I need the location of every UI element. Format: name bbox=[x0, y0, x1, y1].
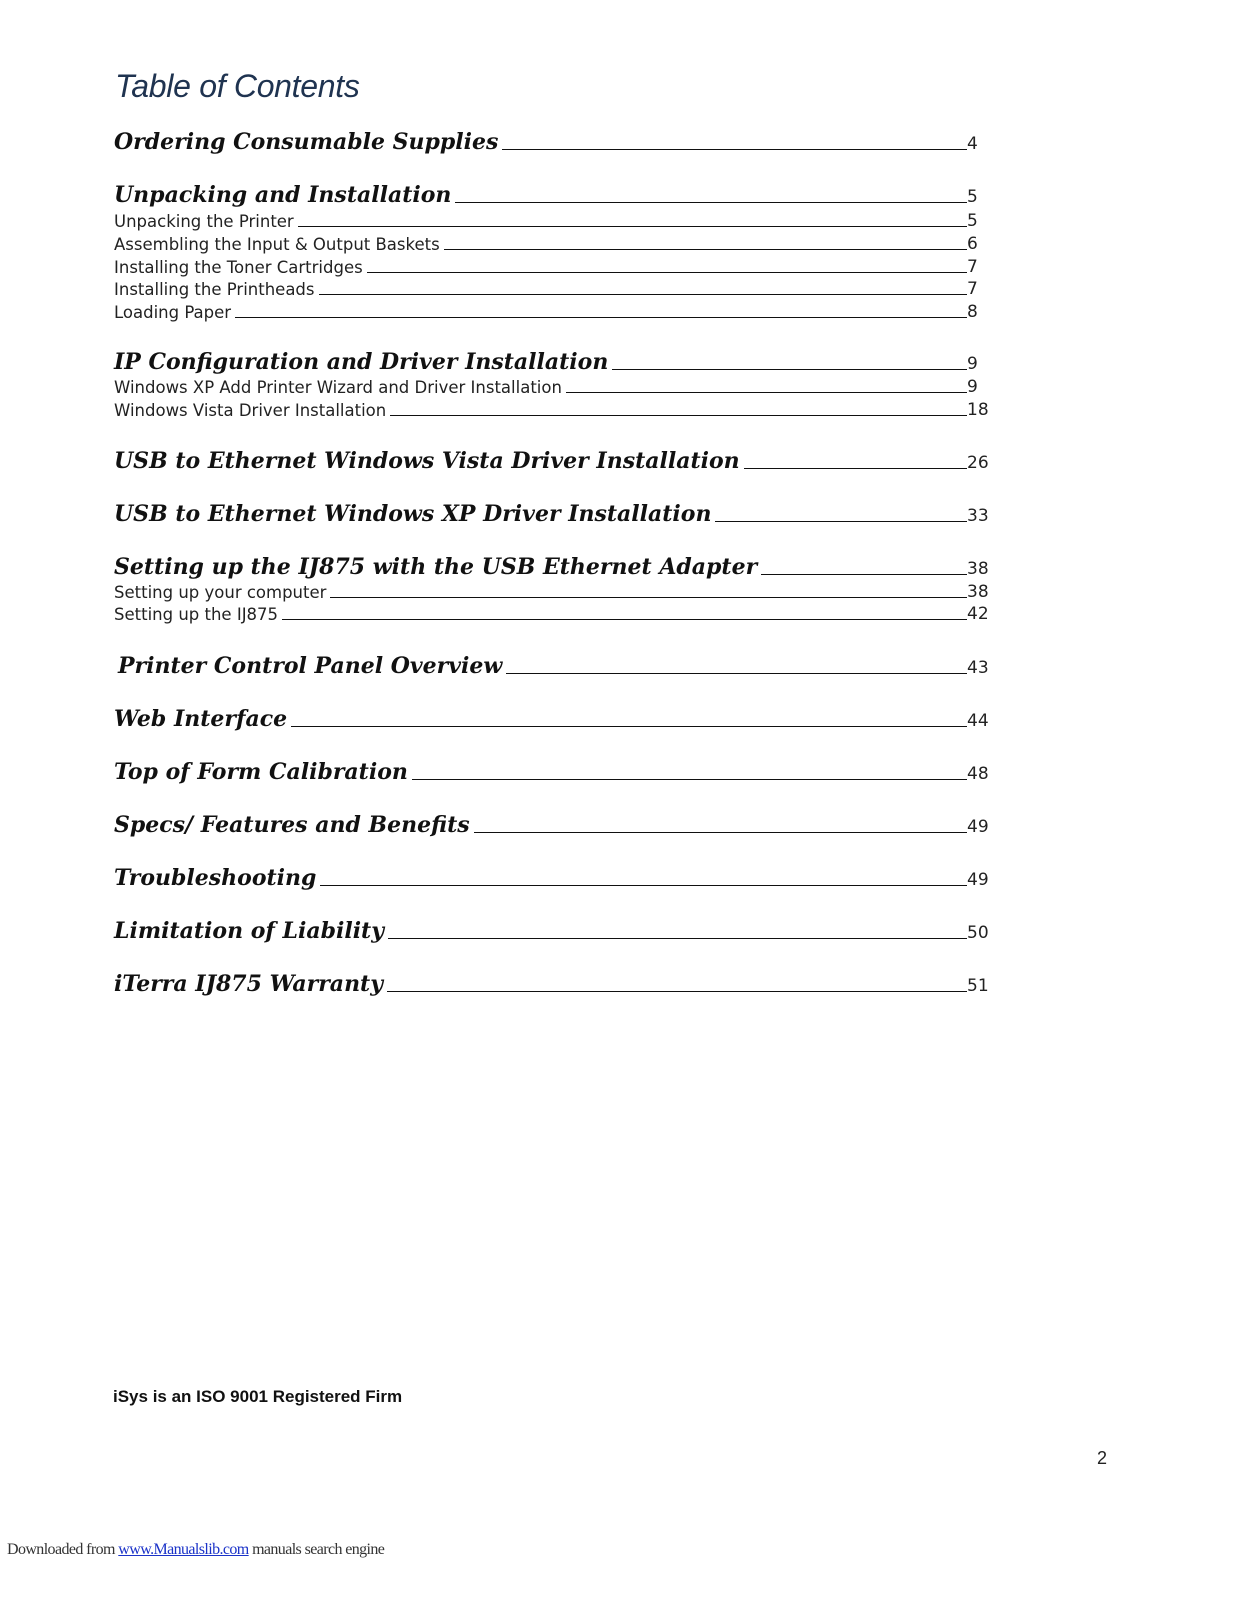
toc-subentry[interactable] bbox=[114, 304, 991, 321]
toc-subentry[interactable] bbox=[114, 259, 991, 276]
toc-subentry-page: 5 bbox=[967, 211, 978, 231]
dot-leader bbox=[474, 832, 967, 833]
dot-leader bbox=[282, 619, 967, 620]
toc-entry[interactable] bbox=[114, 708, 991, 730]
toc-entry-page: 9 bbox=[967, 354, 978, 374]
dot-leader bbox=[612, 369, 967, 370]
toc-entry-label: Specs/ Features and Benefits bbox=[114, 812, 470, 838]
toc-subentry-label: Installing the Toner Cartridges bbox=[114, 257, 363, 277]
toc-entry[interactable] bbox=[114, 867, 991, 889]
toc-entry[interactable] bbox=[114, 503, 991, 525]
toc-entry-label: IP Configuration and Driver Installation bbox=[114, 349, 609, 375]
toc-entry-label: Printer Control Panel Overview bbox=[118, 653, 503, 679]
footer-suffix: manuals search engine bbox=[252, 1541, 385, 1558]
dot-leader bbox=[320, 885, 967, 886]
toc-subentry[interactable] bbox=[114, 213, 991, 230]
toc-subentry[interactable] bbox=[114, 379, 991, 396]
toc-subentry-page: 7 bbox=[967, 279, 978, 299]
dot-leader bbox=[319, 294, 968, 295]
toc-entry[interactable] bbox=[114, 131, 991, 153]
toc-subentry-label: Unpacking the Printer bbox=[114, 211, 294, 231]
toc-subentry-label: Setting up the IJ875 bbox=[114, 604, 279, 624]
toc-subentry[interactable] bbox=[114, 281, 991, 298]
table-of-contents bbox=[114, 0, 991, 1040]
toc-entry-label: Web Interface bbox=[114, 706, 288, 732]
toc-entry-label: Troubleshooting bbox=[114, 865, 317, 891]
toc-subentry-page: 7 bbox=[967, 257, 978, 277]
toc-subentry-label: Loading Paper bbox=[114, 302, 232, 322]
toc-entry-label: USB to Ethernet Windows Vista Driver Installation bbox=[114, 448, 740, 474]
toc-subentry[interactable] bbox=[114, 584, 991, 601]
toc-subentry-label: Windows Vista Driver Installation bbox=[114, 400, 387, 420]
toc-subentry-label: Installing the Printheads bbox=[114, 279, 315, 299]
toc-subentry[interactable] bbox=[114, 236, 991, 253]
toc-subentry[interactable] bbox=[114, 606, 991, 623]
iso-registration-note: iSys is an ISO 9001 Registered Firm bbox=[113, 1387, 403, 1406]
toc-subentry-label: Assembling the Input & Output Baskets bbox=[114, 234, 440, 254]
dot-leader bbox=[387, 991, 967, 992]
toc-subentry[interactable] bbox=[114, 402, 991, 419]
toc-subentry-label: Windows XP Add Printer Wizard and Driver Installation bbox=[114, 377, 562, 397]
toc-entry[interactable] bbox=[114, 761, 991, 783]
toc-entry[interactable] bbox=[114, 184, 991, 206]
dot-leader bbox=[367, 272, 967, 273]
toc-entry-page: 5 bbox=[967, 187, 978, 207]
toc-subentry-page: 8 bbox=[967, 302, 978, 322]
toc-entry-page: 50 bbox=[967, 923, 989, 943]
dot-leader bbox=[388, 938, 967, 939]
toc-entry-label: Ordering Consumable Supplies bbox=[114, 129, 499, 155]
toc-entry-label: Top of Form Calibration bbox=[114, 759, 408, 785]
toc-subentry-page: 42 bbox=[967, 604, 989, 624]
toc-title: Table of Contents bbox=[115, 68, 360, 104]
footer-prefix: Downloaded from bbox=[7, 1541, 115, 1558]
dot-leader bbox=[506, 673, 967, 674]
dot-leader bbox=[291, 726, 967, 727]
toc-entry-label: Unpacking and Installation bbox=[114, 182, 452, 208]
toc-subentry-page: 38 bbox=[967, 582, 989, 602]
toc-entry-page: 26 bbox=[967, 453, 989, 473]
toc-entry[interactable] bbox=[114, 973, 991, 995]
manualslib-link[interactable]: www.Manualslib.com bbox=[118, 1541, 249, 1558]
dot-leader bbox=[502, 149, 967, 150]
dot-leader bbox=[298, 226, 967, 227]
toc-entry-page: 44 bbox=[967, 711, 989, 731]
toc-subentry-page: 9 bbox=[967, 377, 978, 397]
toc-entry-label: iTerra IJ875 Warranty bbox=[114, 971, 384, 997]
toc-entry[interactable] bbox=[114, 655, 991, 677]
toc-entry-label: USB to Ethernet Windows XP Driver Installation bbox=[114, 501, 712, 527]
toc-entry-label: Setting up the IJ875 with the USB Ethernet Adapter bbox=[114, 554, 758, 580]
dot-leader bbox=[455, 202, 967, 203]
dot-leader bbox=[566, 392, 967, 393]
dot-leader bbox=[444, 249, 967, 250]
toc-entry[interactable] bbox=[114, 556, 991, 578]
toc-entry-page: 48 bbox=[967, 764, 989, 784]
toc-entry-page: 49 bbox=[967, 870, 989, 890]
toc-entry[interactable] bbox=[114, 450, 991, 472]
dot-leader bbox=[715, 521, 967, 522]
toc-entry-page: 4 bbox=[967, 134, 978, 154]
toc-entry-page: 38 bbox=[967, 559, 989, 579]
dot-leader bbox=[412, 779, 967, 780]
toc-subentry-page: 6 bbox=[967, 234, 978, 254]
toc-entry-page: 33 bbox=[967, 506, 989, 526]
toc-entry-page: 51 bbox=[967, 976, 989, 996]
toc-entry-label: Limitation of Liability bbox=[114, 918, 385, 944]
toc-entry-page: 49 bbox=[967, 817, 989, 837]
dot-leader bbox=[235, 317, 967, 318]
dot-leader bbox=[390, 415, 967, 416]
toc-subentry-page: 18 bbox=[967, 400, 989, 420]
toc-entry[interactable] bbox=[114, 351, 991, 373]
download-footer bbox=[7, 1541, 384, 1559]
toc-entry-page: 43 bbox=[967, 658, 989, 678]
dot-leader bbox=[744, 468, 967, 469]
toc-entry[interactable] bbox=[114, 814, 991, 836]
toc-entry[interactable] bbox=[114, 920, 991, 942]
page-number: 2 bbox=[1097, 1448, 1108, 1468]
toc-subentry-label: Setting up your computer bbox=[114, 582, 327, 602]
dot-leader bbox=[761, 574, 967, 575]
dot-leader bbox=[330, 597, 967, 598]
